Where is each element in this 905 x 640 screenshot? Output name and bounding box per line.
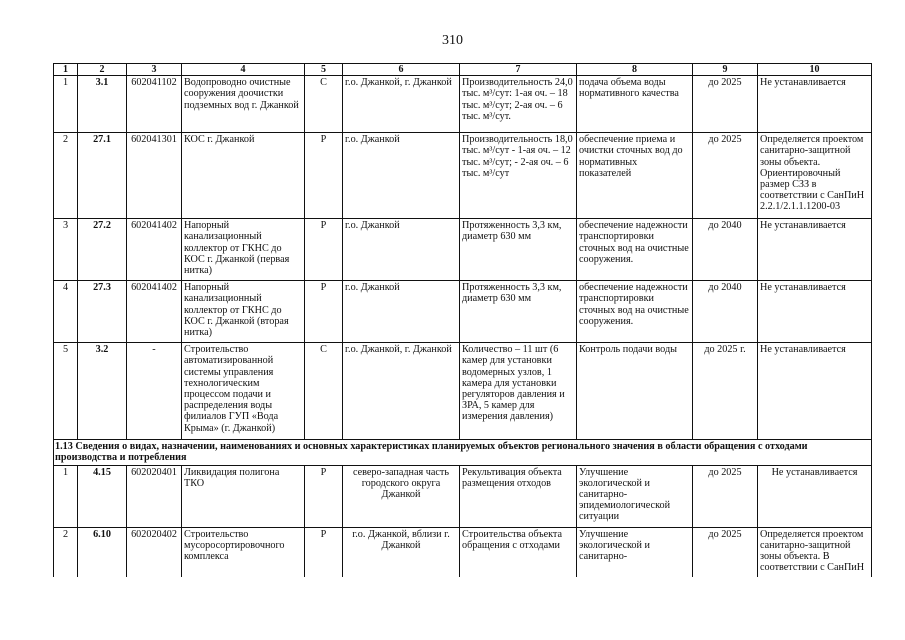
row-term: до 2040: [693, 219, 758, 281]
col-header: 4: [182, 64, 305, 76]
row-name: Строительство автоматизированной системы управления технологическим процессом подачи и распределения воды филиалов ГУП «Вода Крыма» (г. Джанкой): [182, 343, 305, 440]
row-number: 1: [54, 76, 78, 133]
table-row: [54, 281, 872, 343]
row-zone: Не устанавливается: [758, 343, 872, 440]
row-code: 3.1: [78, 76, 127, 133]
row-zone: Не устанавливается: [758, 76, 872, 133]
row-type: Р: [305, 219, 343, 281]
row-name: Ликвидация полигона ТКО: [182, 465, 305, 527]
table-row: [54, 527, 872, 577]
page-number: 310: [442, 33, 463, 48]
table-row: [54, 76, 872, 133]
row-location: г.о. Джанкой, г. Джанкой: [343, 343, 460, 440]
row-location: г.о. Джанкой, вблизи г. Джанкой: [343, 527, 460, 577]
col-header: 9: [693, 64, 758, 76]
row-number: 2: [54, 133, 78, 219]
row-term: до 2025 г.: [693, 343, 758, 440]
header-row: [54, 64, 872, 76]
row-name: Напорный канализационный коллектор от ГКНС до КОС г. Джанкой (первая нитка): [182, 219, 305, 281]
row-name: Водопроводно очистные сооружения доочистки подземных вод г. Джанкой: [182, 76, 305, 133]
row-purpose: подача объема воды нормативного качества: [577, 76, 693, 133]
row-name: Строительство мусоросортировочного комплекса: [182, 527, 305, 577]
row-number: 3: [54, 219, 78, 281]
row-zone: Не устанавливается: [758, 219, 872, 281]
table-row: [54, 133, 872, 219]
row-zone: Не устанавливается: [758, 281, 872, 343]
row-location: северо-западная часть городского округа Джанкой: [343, 465, 460, 527]
row-type: Р: [305, 281, 343, 343]
row-id: 602041402: [127, 219, 182, 281]
table-row: [54, 219, 872, 281]
row-characteristics: Протяженность 3,3 км, диаметр 630 мм: [460, 281, 577, 343]
row-purpose: Улучшение экологической и санитарно-: [577, 527, 693, 577]
row-characteristics: Протяженность 3,3 км, диаметр 630 мм: [460, 219, 577, 281]
row-number: 5: [54, 343, 78, 440]
table-row: [54, 465, 872, 527]
col-header: 5: [305, 64, 343, 76]
row-number: 4: [54, 281, 78, 343]
row-type: С: [305, 76, 343, 133]
row-purpose: Контроль подачи воды: [577, 343, 693, 440]
col-header: 10: [758, 64, 872, 76]
row-name: Напорный канализационный коллектор от ГКНС до КОС г. Джанкой (вторая нитка): [182, 281, 305, 343]
row-type: Р: [305, 133, 343, 219]
col-header: 7: [460, 64, 577, 76]
row-id: 602041402: [127, 281, 182, 343]
row-zone: Определяется проектом санитарно-защитной зоны объекта. В соответствии с СанПиН: [758, 527, 872, 577]
table-row: [54, 343, 872, 440]
row-type: Р: [305, 465, 343, 527]
planned-objects-table: [53, 63, 872, 577]
col-header: 6: [343, 64, 460, 76]
row-id: 602041301: [127, 133, 182, 219]
row-type: Р: [305, 527, 343, 577]
row-code: 27.1: [78, 133, 127, 219]
row-location: г.о. Джанкой, г. Джанкой: [343, 76, 460, 133]
row-code: 3.2: [78, 343, 127, 440]
row-id: 602041102: [127, 76, 182, 133]
row-zone: Определяется проектом санитарно-защитной зоны объекта. Ориентировочный размер СЗЗ в соответствии с СанПиН 2.2.1/2.1.1.1200-03: [758, 133, 872, 219]
row-characteristics: Строительства объекта обращения с отходами: [460, 527, 577, 577]
row-code: 27.2: [78, 219, 127, 281]
row-number: 1: [54, 465, 78, 527]
row-number: 2: [54, 527, 78, 577]
col-header: 3: [127, 64, 182, 76]
row-purpose: обеспечение приема и очистки сточных вод до нормативных показателей: [577, 133, 693, 219]
row-code: 27.3: [78, 281, 127, 343]
row-characteristics: Производительность 18,0 тыс. м³/сут - 1-ая оч. – 12 тыс. м³/сут; - 2-ая оч. – 6 тыс. м³/сут: [460, 133, 577, 219]
row-purpose: обеспечение надежности транспортировки сточных вод на очистные сооружения.: [577, 281, 693, 343]
row-location: г.о. Джанкой: [343, 281, 460, 343]
row-name: КОС г. Джанкой: [182, 133, 305, 219]
row-zone: Не устанавливается: [758, 465, 872, 527]
row-id: 602020401: [127, 465, 182, 527]
row-id: 602020402: [127, 527, 182, 577]
row-term: до 2040: [693, 281, 758, 343]
row-purpose: Улучшение экологической и санитарно-эпидемиологической ситуации: [577, 465, 693, 527]
row-type: С: [305, 343, 343, 440]
row-term: до 2025: [693, 527, 758, 577]
row-code: 6.10: [78, 527, 127, 577]
row-id: -: [127, 343, 182, 440]
row-characteristics: Рекультивация объекта размещения отходов: [460, 465, 577, 527]
row-term: до 2025: [693, 133, 758, 219]
row-characteristics: Количество – 11 шт (6 камер для установки водомерных узлов, 1 камера для установки регуляторов давления и ЗРА, 5 камер для измерения давления): [460, 343, 577, 440]
row-code: 4.15: [78, 465, 127, 527]
row-location: г.о. Джанкой: [343, 219, 460, 281]
row-characteristics: Производительность 24,0 тыс. м³/сут: 1-ая оч. – 18 тыс. м³/сут; 2-ая оч. – 6 тыс. м³/сут.: [460, 76, 577, 133]
col-header: 8: [577, 64, 693, 76]
col-header: 1: [54, 64, 78, 76]
section-row: [54, 440, 872, 465]
section-title: 1.13 Сведения о видах, назначении, наименованиях и основных характеристиках планируемых объектов регионального значения в области обращения с отходами производства и потребления: [54, 440, 872, 465]
row-location: г.о. Джанкой: [343, 133, 460, 219]
row-term: до 2025: [693, 465, 758, 527]
row-term: до 2025: [693, 76, 758, 133]
row-purpose: обеспечение надежности транспортировки сточных вод на очистные сооружения.: [577, 219, 693, 281]
col-header: 2: [78, 64, 127, 76]
